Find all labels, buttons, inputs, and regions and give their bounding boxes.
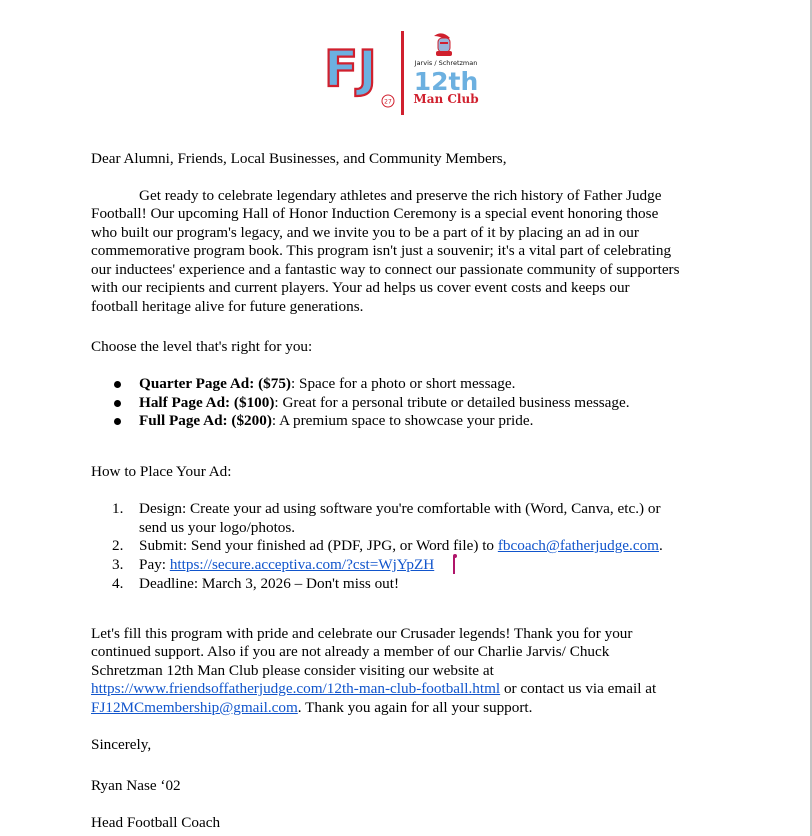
- ad-level-price: ($200): [231, 412, 272, 429]
- fj-letters-icon: [324, 40, 394, 107]
- bullet-icon: [114, 418, 121, 425]
- ad-level-price: ($100): [233, 394, 275, 411]
- ad-level-name: Half Page Ad:: [139, 394, 231, 411]
- fj-letters: FJ: [324, 40, 377, 98]
- intro-line: Football! Our upcoming Hall of Honor Induction Ceremony is a special event honoring those: [91, 205, 659, 222]
- payment-link[interactable]: https://secure.acceptiva.com/?cst=WjYpZH: [169, 556, 435, 573]
- logo-divider: [401, 31, 404, 115]
- signer-title: Head Football Coach: [91, 814, 221, 831]
- ad-level-desc: : A premium space to showcase your pride.: [271, 412, 534, 429]
- intro-line: football heritage alive for future generations.: [91, 298, 364, 315]
- intro-line: commemorative program book. This program isn't just a souvenir; it's a vital part of celebrating: [91, 242, 672, 259]
- bullet-icon: [114, 381, 121, 388]
- coach-email-link[interactable]: fbcoach@fatherjudge.com: [497, 537, 659, 554]
- ad-level-desc: : Space for a photo or short message.: [291, 375, 516, 392]
- closing-line: continued support. Also if you are not already a member of our Charlie Jarvis/ Chuck: [91, 643, 610, 660]
- ad-level-price: ($75): [258, 375, 291, 392]
- step-text: Design: Create your ad using software you're comfortable with (Word, Canva, etc.) or: [139, 500, 661, 517]
- step-number: 4.: [112, 575, 124, 592]
- howto-heading: How to Place Your Ad:: [91, 463, 232, 480]
- signoff: Sincerely,: [91, 736, 152, 753]
- club-small-title: Jarvis / Schretzman: [414, 59, 478, 67]
- step-text: Submit: Send your finished ad (PDF, JPG, or Word file) to: [139, 537, 498, 554]
- fj-badge-year: 27: [384, 98, 392, 106]
- ad-level-name: Full Page Ad:: [139, 412, 228, 429]
- crusader-knight-icon: [434, 33, 452, 56]
- step-text: Deadline: March 3, 2026 – Don't miss out!: [139, 575, 400, 592]
- club-man-club: Man Club: [413, 92, 479, 106]
- step-text-after: .: [658, 537, 663, 554]
- signer-name: Ryan Nase ‘02: [91, 777, 181, 794]
- closing-text: or contact us via email at: [500, 680, 657, 697]
- levels-heading: Choose the level that's right for you:: [91, 338, 313, 355]
- closing-text: . Thank you again for all your support.: [297, 699, 533, 716]
- intro-line: our inductees' experience and a fantastic way to connect our passionate community of supporters: [91, 261, 680, 278]
- closing-line: Let's fill this program with pride and celebrate our Crusader legends! Thank you for your: [91, 625, 633, 642]
- membership-email-link[interactable]: FJ12MCmembership@gmail.com: [91, 699, 298, 716]
- bullet-icon: [114, 400, 121, 407]
- intro-line: who built our program's legacy, and we invite you to be a part of it by placing an ad in our: [91, 224, 639, 241]
- step-number: 1.: [112, 500, 124, 517]
- fj-12th-man-club-logo: [322, 28, 502, 118]
- step-number: 3.: [112, 556, 124, 573]
- salutation: Dear Alumni, Friends, Local Businesses, and Community Members,: [91, 150, 507, 167]
- intro-line: Get ready to celebrate legendary athletes and preserve the rich history of Father Judge: [139, 187, 662, 204]
- website-link[interactable]: https://www.friendsoffatherjudge.com/12th-man-club-football.html: [91, 680, 501, 697]
- intro-line: with our recipients and current players. Your ad helps us cover event costs and keeps our: [91, 279, 630, 296]
- ad-level-desc: : Great for a personal tribute or detailed business message.: [274, 394, 630, 411]
- step-text: Pay:: [139, 556, 170, 573]
- ad-level-name: Quarter Page Ad:: [139, 375, 255, 392]
- step-text: send us your logo/photos.: [139, 519, 296, 536]
- closing-line: Schretzman 12th Man Club please consider visiting our website at: [91, 662, 494, 679]
- step-number: 2.: [112, 537, 124, 554]
- club-12th: 12th: [413, 67, 479, 96]
- text-cursor: [453, 556, 455, 574]
